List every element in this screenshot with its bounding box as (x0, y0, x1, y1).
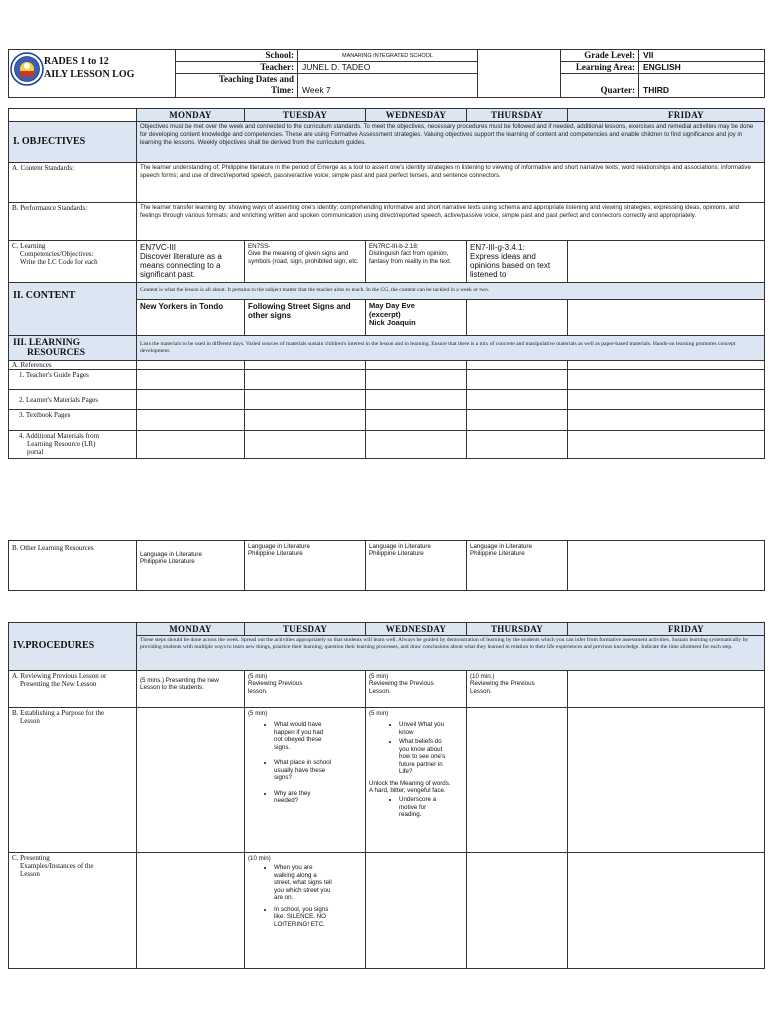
step-c-tuesday-list (248, 864, 362, 928)
performance-standards-text: The learner transfer learning by: showing ways of asserting one's identity; comprehending informative and short narrative texts using schema and appropriate listening and viewing strategies; expressing ideas, opinions, and feelings through various formats; and enriching written and spoken communication using direct/reported speech, active/passive voice, simple past and past perfect and connectors correctly and appropriately. (137, 203, 765, 241)
proc-day-header-monday: MONDAY (137, 623, 245, 636)
content-thursday (467, 300, 568, 336)
teacher-label: Teacher: (176, 62, 298, 74)
section-objectives: I. OBJECTIVES (9, 122, 137, 163)
step-b-thursday (467, 708, 568, 853)
step-a-tuesday: (5 min) Reviewing Previous lesson. (245, 671, 366, 708)
content-wednesday: May Day Eve (excerpt) Nick Joaquin (366, 300, 467, 336)
quarter-label: Quarter: (561, 74, 639, 98)
day-header-friday: FRIDAY (568, 109, 765, 122)
section-content: II. CONTENT (9, 283, 137, 336)
step-b-monday (137, 708, 245, 853)
other-resources-table (8, 540, 765, 591)
day-header-thursday: THURSDAY (467, 109, 568, 122)
step-c-monday (137, 853, 245, 969)
list-item: • Underscore a motive for reading. (399, 796, 463, 818)
day-header-tuesday: TUESDAY (245, 109, 366, 122)
step-c-friday (568, 853, 765, 969)
proc-day-header-friday: FRIDAY (568, 623, 765, 636)
content-friday (568, 300, 765, 336)
teaching-dates-label: Teaching Dates and Time: (176, 74, 298, 98)
learning-area-label: Learning Area: (561, 62, 639, 74)
corner-cell (9, 109, 137, 122)
school-value: MANARING INTEGRATED SCHOOL (298, 50, 478, 62)
learning-area-value: ENGLISH (639, 62, 765, 74)
content-description: Content is what the lesson is all about. It pertains to the subject matter that the teacher aims to teach. In the CG, the content can be tackled in a week or two. (137, 283, 765, 300)
step-b-friday (568, 708, 765, 853)
other-resources-thursday: Language in Literature Philippine Literature (467, 541, 568, 591)
list-item: • In school, you signs like: SILENCE, NO LOITERING! ETC. (274, 906, 362, 928)
section-learning-resources: III. LEARNING RESOURCES (9, 336, 137, 361)
objectives-description: Objectives must be met over the week and connected to the curriculum standards. To meet the objectives, necessary procedures must be followed and if needed, additional lessons, exercises and remedial activities may be done for developing content knowledge and competencies. These are using Formative Assessment strategies. Valuing objectives support the learning of content and competencies and enable children to find significance and joy in learning the lessons. Weekly objectives shall be derived from the curriculum guides. (137, 122, 765, 163)
procedures-table (8, 622, 765, 969)
lesson-table-objectives (8, 108, 765, 459)
list-item: • Unveil What you know (399, 721, 463, 736)
competency-monday: EN7VC-III Discover literature as a means connecting to a significant past. (137, 241, 245, 283)
step-c-wednesday (366, 853, 467, 969)
performance-standards-label: B. Performance Standards: (9, 203, 137, 241)
step-c-tuesday: (10 min) • When you are walking along a street, what signs tell you which street you are on. • In school, you signs like: SILENCE, NO LOITERING! ETC. (245, 853, 366, 969)
other-resources-friday (568, 541, 765, 591)
list-item: • When you are walking along a street, what signs tell you which street you are on. (274, 864, 362, 901)
step-a-friday (568, 671, 765, 708)
grade-level-value: VII (639, 50, 765, 62)
additional-materials-label: 4. Additional Materials from Learning Resource (LR) portal (9, 431, 137, 459)
other-resources-tuesday: Language in Literature Philippine Literature (245, 541, 366, 591)
proc-day-header-tuesday: TUESDAY (245, 623, 366, 636)
step-a-monday: (5 mins.) Presenting the new Lesson to the students. (137, 671, 245, 708)
step-b-wednesday: (5 min) • Unveil What you know • What beliefs do you know about how to see one's future partner in Life? Unlock the Meaning of words. A hard, bitter, vengeful face. • Underscore a motive for reading. (366, 708, 467, 853)
proc-day-header-thursday: THURSDAY (467, 623, 568, 636)
other-resources-monday: Language in Literature Philippine Literature (137, 541, 245, 591)
list-item: • What place in school usually have these signs? (274, 759, 362, 781)
content-monday: New Yorkers in Tondo (137, 300, 245, 336)
step-c-label: C. Presenting Examples/Instances of the Lesson (9, 853, 137, 969)
step-a-wednesday: (5 min) Reviewing the Previous Lesson. (366, 671, 467, 708)
teaching-dates-value: Week 7 (298, 74, 478, 98)
title-line-1: RADES 1 to 12 (44, 56, 109, 67)
step-b-tuesday: (5 min) • What would have happen if you had not obeyed these signs. • What place in school usually have these signs? • Why are they needed? (245, 708, 366, 853)
step-b-wednesday-list-2 (369, 796, 463, 818)
competency-wednesday: EN7RC-III-b-2.18: Distinguish fact from opinion, fantasy from reality in the text. (366, 241, 467, 283)
step-b-tuesday-list (248, 721, 362, 804)
other-resources-wednesday: Language in Literature Philippine Literature (366, 541, 467, 591)
step-a-label: A. Reviewing Previous Lesson or Presenting the New Lesson (9, 671, 137, 708)
teacher-value: JUNEL D. TADEO (298, 62, 478, 74)
day-header-monday: MONDAY (137, 109, 245, 122)
textbook-pages-label: 3. Textbook Pages (9, 410, 137, 431)
content-standards-text: The learner understanding of: Philippine literature in the period of Emerge as a tool to assert one's identity strategies in listening to viewing of informative and short narrative texts; word relationships and associations; informative speech forms; and use of direct/reported speech, passive/active voice, simple past and past perfect tenses, and sentence connectors. (137, 163, 765, 203)
list-item: • What beliefs do you know about how to see one's future partner in Life? (399, 738, 463, 775)
step-b-label: B. Establishing a Purpose for the Lesson (9, 708, 137, 853)
references-label: A. References (9, 361, 137, 370)
competencies-label: C. Learning Competencies/Objectives: Write the LC Code for each (9, 241, 137, 283)
competency-tuesday: EN7SS- Give the meaning of given signs and symbols (road, sign, prohibited sign, etc. (245, 241, 366, 283)
step-c-thursday (467, 853, 568, 969)
competency-friday (568, 241, 765, 283)
title-line-2: AILY LESSON LOG (44, 69, 135, 80)
day-header-wednesday: WEDNESDAY (366, 109, 467, 122)
grade-level-label: Grade Level: (561, 50, 639, 62)
list-item: • What would have happen if you had not obeyed these signs. (274, 721, 362, 751)
learners-materials-label: 2. Learner's Materials Pages (9, 390, 137, 410)
proc-day-header-wednesday: WEDNESDAY (366, 623, 467, 636)
other-resources-label: B. Other Learning Resources (9, 541, 137, 591)
section-procedures: IV.PROCEDURES (9, 623, 137, 671)
step-a-thursday: (10 min.) Reviewing the Previous Lesson. (467, 671, 568, 708)
procedures-description: These steps should be done across the week. Spread out the activities appropriately so that students will learn well. Always be guided by demonstration of learning by the students which you can infer from formative assessment activities. Sustain learning systematically by providing students with multiple ways to learn new things, practice their learning, question their learning processes, and draw conclusions about what they learned in relation to their life experiences and previous knowledge. Indicate the time allotment for each step. (137, 636, 765, 671)
school-label: School: (176, 50, 298, 62)
competency-thursday: EN7-III-g-3.4.1: Express ideas and opinions based on text listened to (467, 241, 568, 283)
list-item: • Why are they needed? (274, 790, 362, 805)
step-b-wednesday-list (369, 721, 463, 775)
quarter-value: THIRD (639, 74, 765, 98)
content-standards-label: A. Content Standards: (9, 163, 137, 203)
content-tuesday: Following Street Signs and other signs (245, 300, 366, 336)
header-table (8, 49, 765, 98)
resources-description: Lists the materials to be used in different days. Varied sources of materials sustain children's interest in the lesson and in learning. Ensure that there is a mix of concrete and manipulative materials as well as paper-based materials. Hands-on learning promotes concept development. (137, 336, 765, 361)
teachers-guide-label: 1. Teacher's Guide Pages (9, 370, 137, 390)
